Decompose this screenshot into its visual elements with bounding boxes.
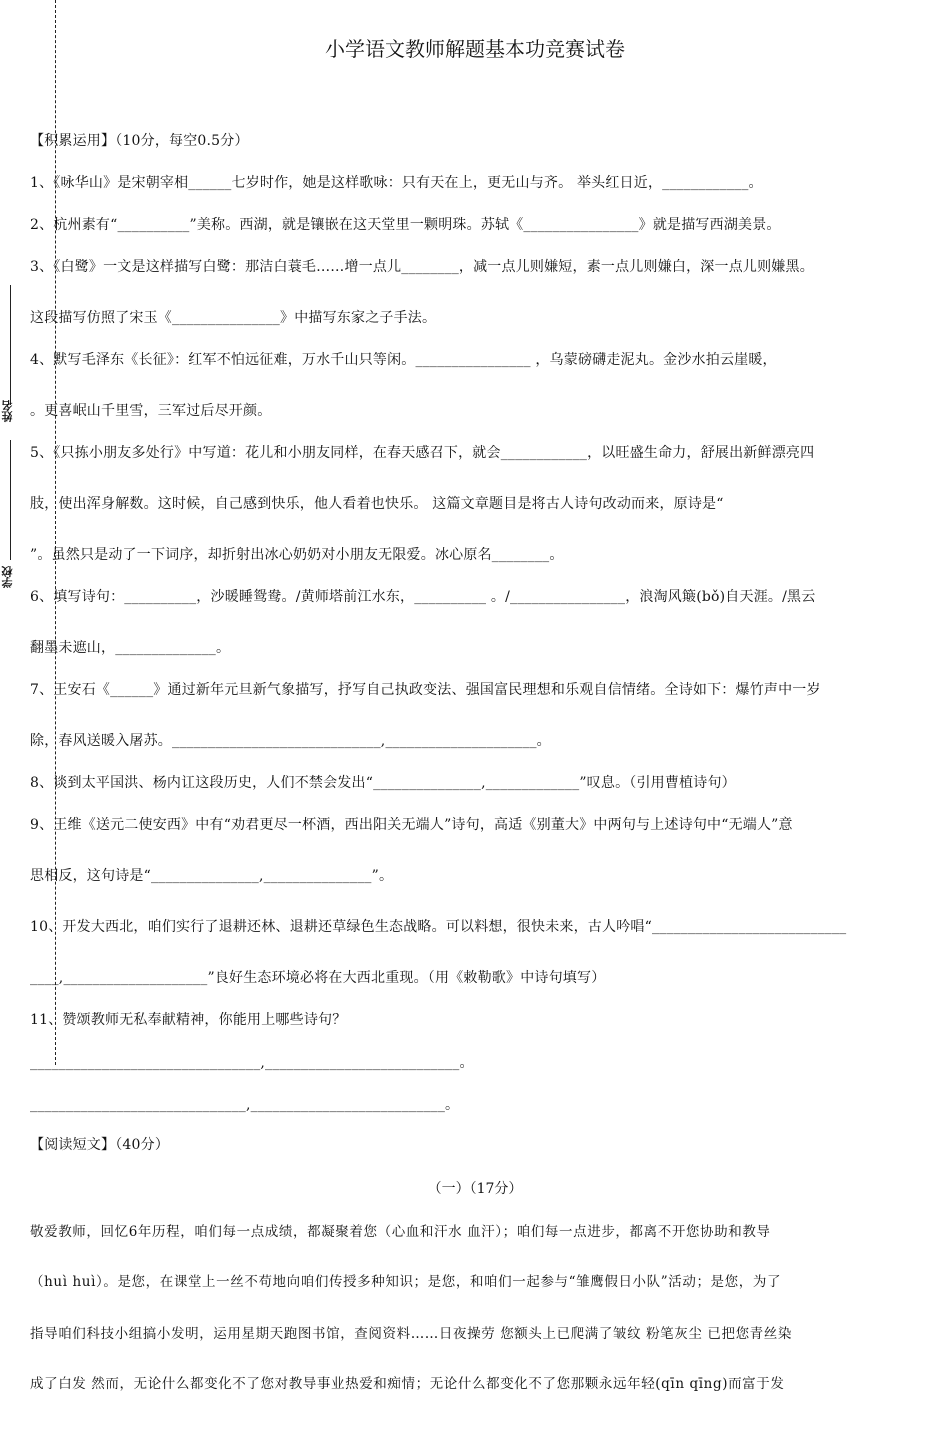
question-line: ____,____________________”良好生态环境必将在大西北重现。（用《敕勒歌》中诗句填写） [30, 970, 606, 986]
question-line: 1、《咏华山》是宋朝宰相______七岁时作，她是这样歌咏：只有天在上，更无山与齐。 举头红日近，____________。 [30, 175, 763, 191]
name-label: 姓名 [1, 400, 14, 422]
reading-paragraph-line: （huì huì）。是您，在课堂上一丝不苟地向咱们传授多种知识；是您，和咱们一起参与“雏鹰假日小队”活动；是您，为了 [30, 1274, 782, 1290]
question-line: 除，春风送暖入屠苏。_____________________________,_____________________。 [30, 733, 551, 749]
question-line: 。更喜岷山千里雪，三军过后尽开颜。 [30, 403, 272, 419]
question-line: ”。虽然只是动了一下词序，却折射出冰心奶奶对小朋友无限爱。冰心原名________。 [30, 547, 564, 563]
question-line: 翻墨未遮山，______________。 [30, 640, 231, 656]
section-header-reading: 【阅读短文】（40分） [30, 1137, 170, 1153]
answer-blank-line: ______________________________,___________________________。 [30, 1097, 460, 1113]
page-title: 小学语文教师解题基本功竞赛试卷 [325, 37, 625, 61]
question-line: 10、开发大西北，咱们实行了退耕还林、退耕还草绿色生态战略。可以料想，很快未来，古人吟唱“___________________________ [30, 919, 847, 935]
question-line: 11、赞颂教师无私奉献精神，你能用上哪些诗句？ [30, 1012, 347, 1028]
name-bracket [10, 285, 19, 405]
question-line: 思相反，这句诗是“_______________,_______________”。 [30, 868, 394, 884]
question-line: 6、填写诗句：__________，沙暖睡鸳鸯。/黄师塔前江水东，__________ 。/________________，浪淘风簸(bǒ)自天涯。/黑云 [30, 589, 816, 605]
question-line: 8、谈到太平国洪、杨内讧这段历史，人们不禁会发出“_______________,_____________”叹息。（引用曹植诗句） [30, 775, 736, 791]
question-line: 5、《只拣小朋友多处行》中写道：花儿和小朋友同样，在春天感召下，就会____________，以旺盛生命力，舒展出新鲜漂亮四 [30, 445, 815, 461]
school-label: 学校 [1, 566, 14, 588]
school-bracket [10, 440, 19, 560]
question-line: 2、杭州素有“__________”美称。西湖，就是镶嵌在这天堂里一颗明珠。苏轼《________________》就是描写西湖美景。 [30, 217, 781, 233]
answer-blank-line: ________________________________,___________________________。 [30, 1055, 474, 1071]
reading-paragraph-line: 成了白发 然而，无论什么都变化不了您对教导事业热爱和痴情；无论什么都变化不了您那颗永远年轻(qīn qīng)而富于发 [30, 1376, 785, 1392]
question-line: 7、王安石《______》通过新年元旦新气象描写，抒写自己执政变法、强国富民理想和乐观自信情绪。全诗如下：爆竹声中一岁 [30, 682, 821, 698]
question-line: 4、默写毛泽东《长征》：红军不怕远征难，万水千山只等闲。________________ ，乌蒙磅礴走泥丸。金沙水拍云崖暖， [30, 352, 777, 368]
question-line: 9、王维《送元二使安西》中有“劝君更尽一杯酒，西出阳关无端人”诗句，高适《别董大》中两句与上述诗句中“无端人”意 [30, 817, 793, 833]
question-line: 肢，使出浑身解数。这时候，自己感到快乐，他人看着也快乐。 这篇文章题目是将古人诗句改动而来，原诗是“ [30, 496, 724, 512]
section-header-accumulation: 【积累运用】（10分，每空0.5分） [30, 133, 249, 149]
question-line: 3、《白鹭》一文是这样描写白鹭：那洁白蓑毛……增一点儿________，减一点儿则嫌短，素一点儿则嫌白，深一点儿则嫌黑。 [30, 259, 814, 275]
reading-subheader: （一）（17分） [427, 1181, 523, 1197]
reading-paragraph-line: 指导咱们科技小组搞小发明，运用星期天跑图书馆，查阅资料……日夜操劳 您额头上已爬满了皱纹 粉笔灰尘 已把您青丝染 [30, 1326, 792, 1342]
reading-paragraph-line: 敬爱教师，回忆6年历程，咱们每一点成绩，都凝聚着您（心血和汗水 血汗）；咱们每一点进步，都离不开您协助和教导 [30, 1224, 771, 1240]
question-line: 这段描写仿照了宋玉《_______________》中描写东家之子手法。 [30, 310, 437, 326]
binding-dashed-line [55, 0, 56, 1065]
